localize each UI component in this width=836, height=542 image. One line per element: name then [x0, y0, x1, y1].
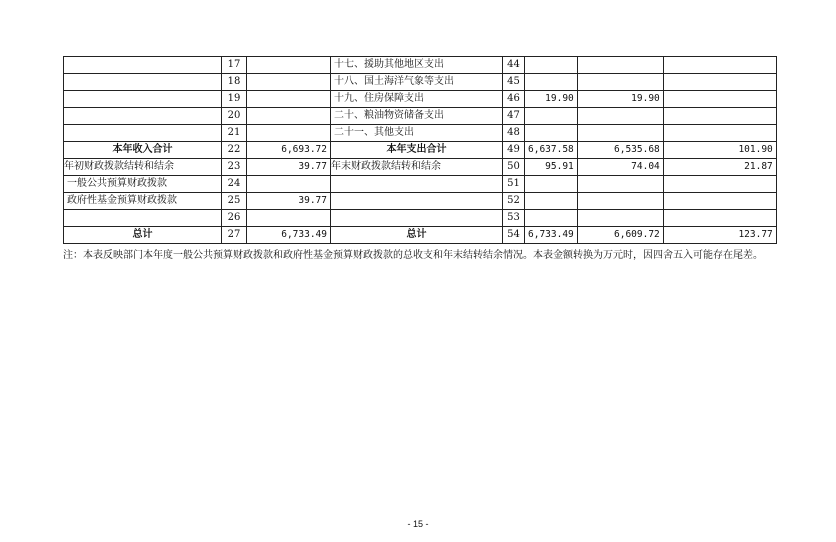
left-item-label: 一般公共预算财政拨款: [64, 176, 222, 193]
right-item-label: 十七、援助其他地区支出: [331, 57, 503, 74]
right-total-amount: [525, 74, 578, 91]
left-amount: [247, 210, 331, 227]
right-fund-budget-amount: 123.77: [663, 227, 776, 244]
left-item-label: 本年收入合计: [64, 142, 222, 159]
right-line-number: 53: [503, 210, 525, 227]
left-line-number: 24: [222, 176, 247, 193]
left-amount: [247, 125, 331, 142]
right-general-budget-amount: [577, 176, 663, 193]
right-item-label: 本年支出合计: [331, 142, 503, 159]
left-line-number: 22: [222, 142, 247, 159]
left-item-label: [64, 74, 222, 91]
right-line-number: 48: [503, 125, 525, 142]
left-item-label: [64, 57, 222, 74]
right-fund-budget-amount: [663, 91, 776, 108]
left-item-label: 年初财政拨款结转和结余: [64, 159, 222, 176]
right-item-label: [331, 176, 503, 193]
right-fund-budget-amount: [663, 193, 776, 210]
right-item-label: 年末财政拨款结转和结余: [331, 159, 503, 176]
table-row: [64, 108, 777, 125]
right-fund-budget-amount: [663, 74, 776, 91]
right-general-budget-amount: [577, 108, 663, 125]
left-line-number: 23: [222, 159, 247, 176]
right-fund-budget-amount: [663, 108, 776, 125]
right-fund-budget-amount: 21.87: [663, 159, 776, 176]
right-total-amount: [525, 176, 578, 193]
right-general-budget-amount: [577, 125, 663, 142]
fiscal-summary-table: [63, 56, 777, 244]
right-item-label: 二十一、其他支出: [331, 125, 503, 142]
right-general-budget-amount: 6,609.72: [577, 227, 663, 244]
right-item-label: [331, 210, 503, 227]
left-line-number: 20: [222, 108, 247, 125]
left-amount: 39.77: [247, 159, 331, 176]
right-item-label: 总计: [331, 227, 503, 244]
right-item-label: [331, 193, 503, 210]
left-item-label: [64, 210, 222, 227]
right-total-amount: [525, 193, 578, 210]
right-general-budget-amount: [577, 193, 663, 210]
right-total-amount: [525, 210, 578, 227]
left-amount: 6,693.72: [247, 142, 331, 159]
left-line-number: 26: [222, 210, 247, 227]
left-line-number: 17: [222, 57, 247, 74]
right-fund-budget-amount: [663, 125, 776, 142]
right-general-budget-amount: 6,535.68: [577, 142, 663, 159]
table-row: [64, 57, 777, 74]
right-fund-budget-amount: [663, 57, 776, 74]
left-amount: [247, 74, 331, 91]
right-general-budget-amount: [577, 210, 663, 227]
left-line-number: 18: [222, 74, 247, 91]
left-amount: [247, 108, 331, 125]
right-total-amount: 19.90: [525, 91, 578, 108]
right-item-label: 二十、粮油物资储备支出: [331, 108, 503, 125]
table-row: [64, 176, 777, 193]
left-amount: 6,733.49: [247, 227, 331, 244]
table-row-total: [64, 227, 777, 244]
right-line-number: 47: [503, 108, 525, 125]
table-row-subtotal: [64, 142, 777, 159]
left-item-label: [64, 108, 222, 125]
table-row: [64, 193, 777, 210]
right-general-budget-amount: [577, 74, 663, 91]
table-row: [64, 74, 777, 91]
right-total-amount: [525, 57, 578, 74]
table-row: [64, 91, 777, 108]
right-line-number: 44: [503, 57, 525, 74]
right-line-number: 45: [503, 74, 525, 91]
table-row: [64, 125, 777, 142]
left-item-label: [64, 125, 222, 142]
right-line-number: 54: [503, 227, 525, 244]
table-row: [64, 159, 777, 176]
left-amount: 39.77: [247, 193, 331, 210]
table-row: [64, 210, 777, 227]
right-line-number: 46: [503, 91, 525, 108]
right-general-budget-amount: 74.04: [577, 159, 663, 176]
left-amount: [247, 91, 331, 108]
right-total-amount: 6,637.58: [525, 142, 578, 159]
left-amount: [247, 57, 331, 74]
left-line-number: 21: [222, 125, 247, 142]
left-line-number: 25: [222, 193, 247, 210]
right-fund-budget-amount: 101.90: [663, 142, 776, 159]
right-general-budget-amount: [577, 57, 663, 74]
table-footnote: 注：本表反映部门本年度一般公共预算财政拨款和政府性基金预算财政拨款的总收支和年末结转结余情况。本表金额转换为万元时，因四舍五入可能存在尾差。: [63, 250, 763, 261]
page-number: - 15 -: [407, 519, 429, 529]
left-item-label: 政府性基金预算财政拨款: [64, 193, 222, 210]
right-line-number: 51: [503, 176, 525, 193]
right-total-amount: 6,733.49: [525, 227, 578, 244]
right-general-budget-amount: 19.90: [577, 91, 663, 108]
right-fund-budget-amount: [663, 210, 776, 227]
right-item-label: 十八、国土海洋气象等支出: [331, 74, 503, 91]
left-item-label: [64, 91, 222, 108]
right-total-amount: [525, 125, 578, 142]
right-total-amount: 95.91: [525, 159, 578, 176]
left-line-number: 19: [222, 91, 247, 108]
right-total-amount: [525, 108, 578, 125]
right-line-number: 50: [503, 159, 525, 176]
right-line-number: 49: [503, 142, 525, 159]
left-item-label: 总计: [64, 227, 222, 244]
right-line-number: 52: [503, 193, 525, 210]
left-amount: [247, 176, 331, 193]
right-item-label: 十九、住房保障支出: [331, 91, 503, 108]
left-line-number: 27: [222, 227, 247, 244]
right-fund-budget-amount: [663, 176, 776, 193]
